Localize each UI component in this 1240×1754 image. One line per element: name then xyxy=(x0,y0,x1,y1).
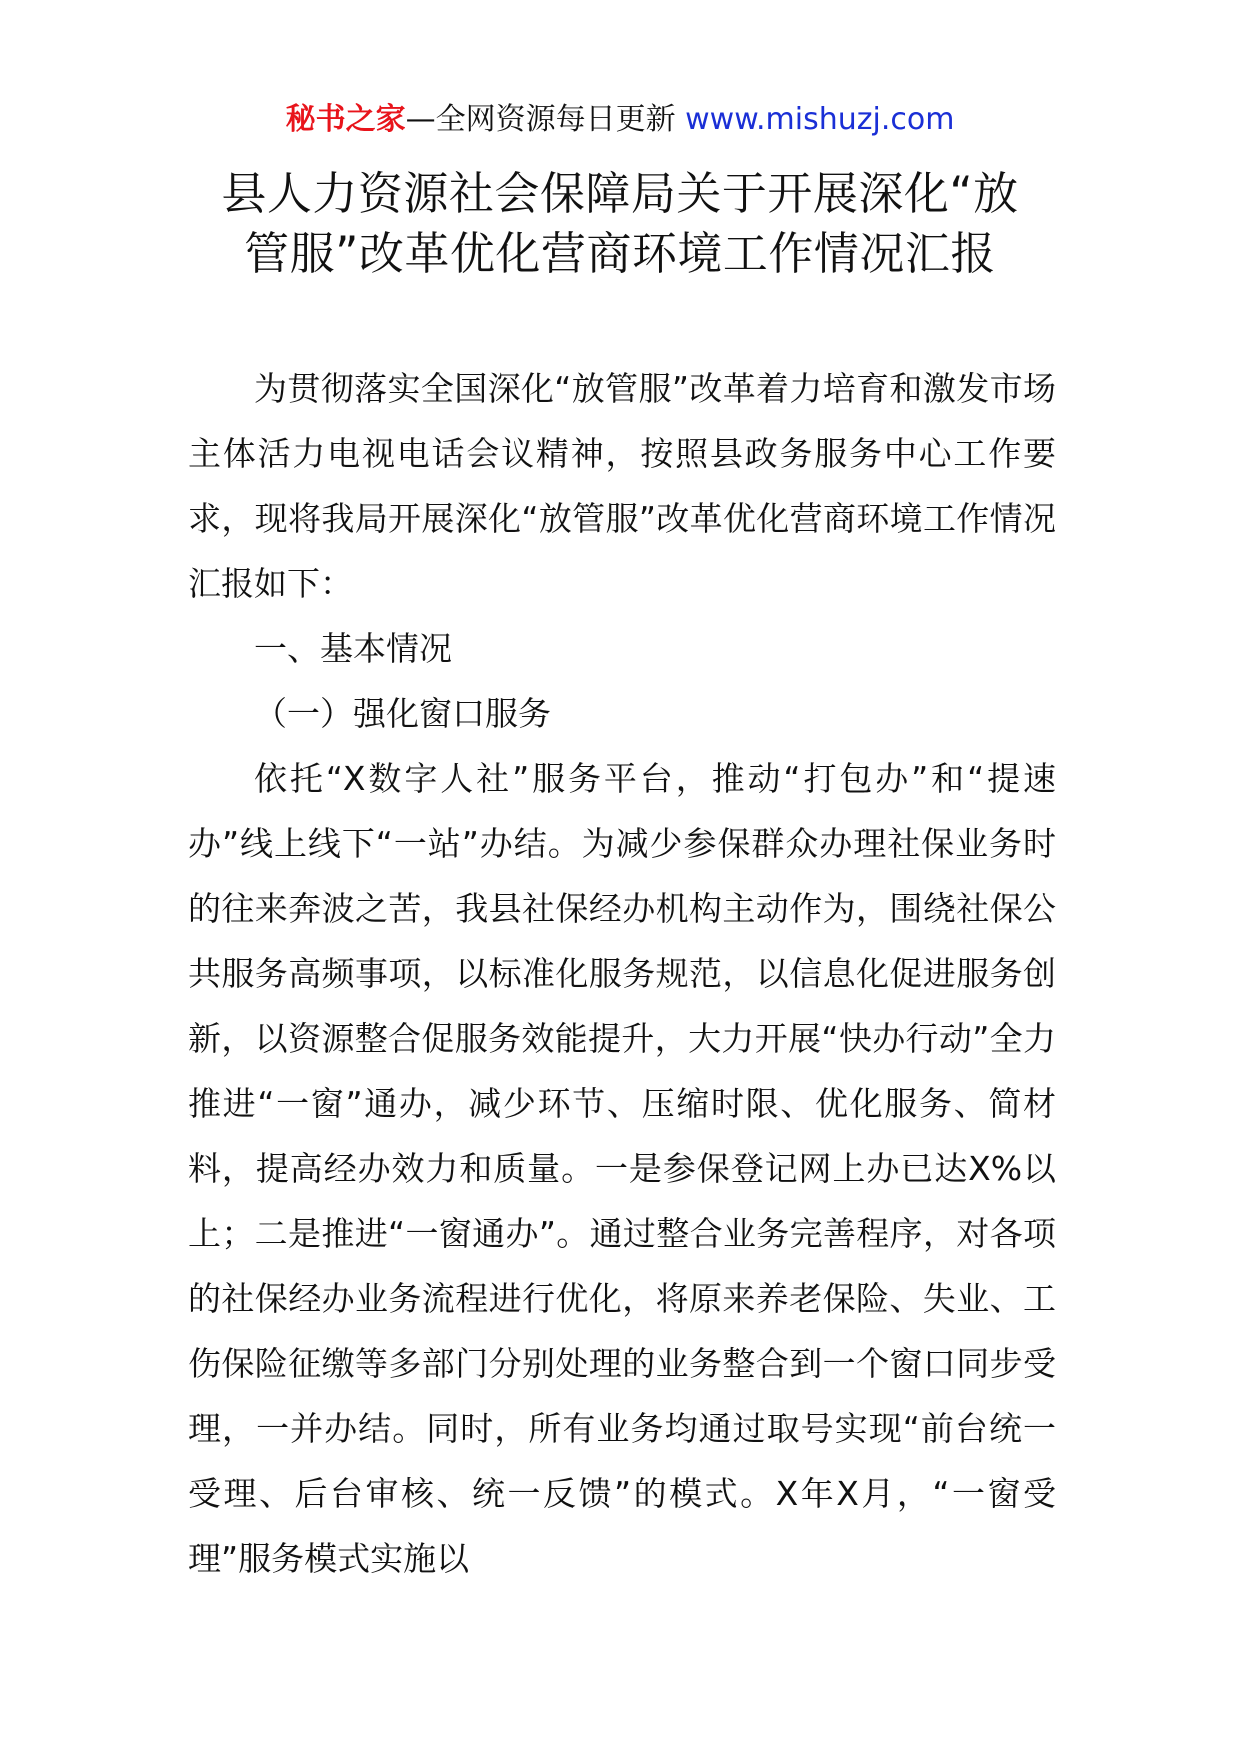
brand-name: 秘书之家 xyxy=(285,102,406,137)
slogan-text: —全网资源每日更新 xyxy=(405,102,676,137)
title-line-1: 县人力资源社会保障局关于开展深化“放 xyxy=(221,167,1019,220)
document-body xyxy=(188,356,1056,1591)
section-heading: 一、基本情况 xyxy=(254,629,452,668)
site-url-link[interactable]: www.mishuzj.com xyxy=(685,102,955,137)
subsection-paragraph: 依托“X数字人社”服务平台，推动“打包办”和“提速办”线上线下“一站”办结。为减少参保群众办理社保业务时的往来奔波之苦，我县社保经办机构主动作为，围绕社保公共服务高频事项，以标准化服务规范，以信息化促进服务创新，以资源整合促服务效能提升，大力开展“快办行动”全力推进“一窗”通办，减少环节、压缩时限、优化服务、简材料，提高经办效力和质量。一是参保登记网上办已达X%以上；二是推进“一窗通办”。通过整合业务完善程序，对各项的社保经办业务流程进行优化，将原来养老保险、失业、工伤保险征缴等多部门分别处理的业务整合到一个窗口同步受理，一并办结。同时，所有业务均通过取号实现“前台统一受理、后台审核、统一反馈”的模式。X年X月，“一窗受理”服务模式实施以 xyxy=(188,759,1056,1578)
title-line-2: 管服”改革优化营商环境工作情况汇报 xyxy=(244,227,996,280)
subsection-heading: （一）强化窗口服务 xyxy=(254,694,551,733)
document-title xyxy=(190,164,1050,284)
intro-paragraph: 为贯彻落实全国深化“放管服”改革着力培育和激发市场主体活力电视电话会议精神，按照县政务服务中心工作要求，现将我局开展深化“放管服”改革优化营商环境工作情况汇报如下： xyxy=(188,369,1056,603)
header-banner xyxy=(0,100,1240,140)
